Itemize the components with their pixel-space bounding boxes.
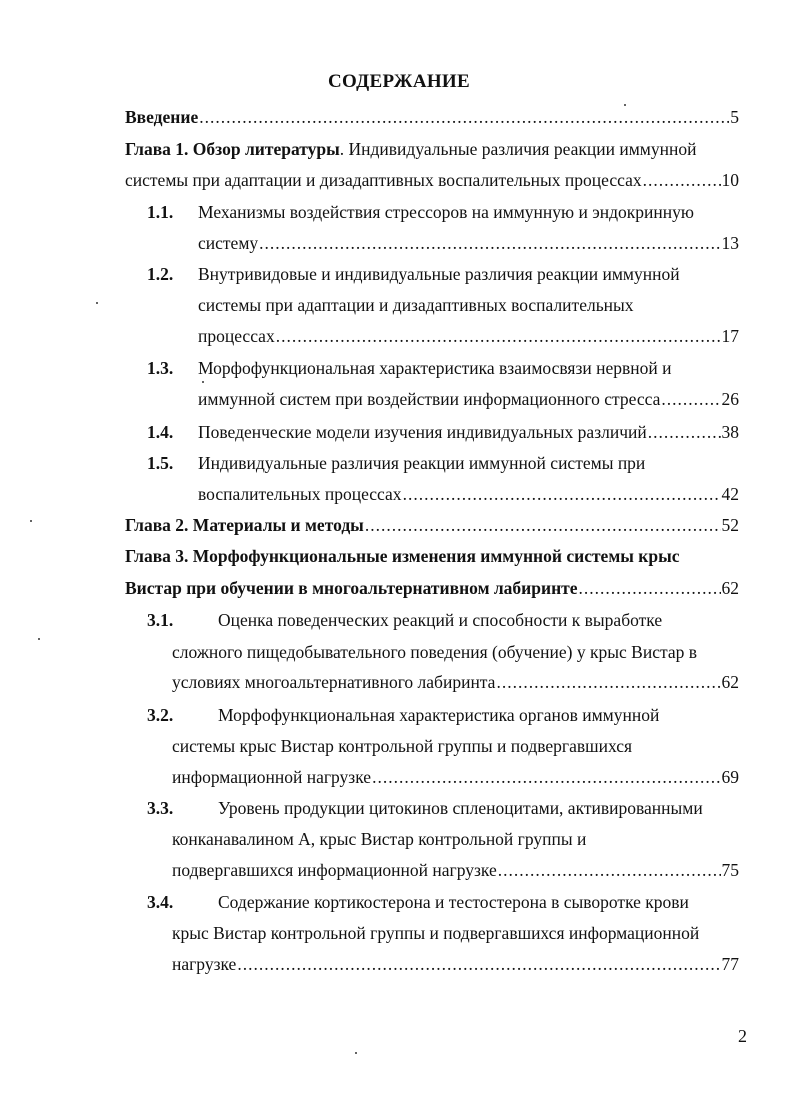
toc-page-number: 26: [721, 389, 739, 409]
toc-page-number: 77: [721, 954, 739, 974]
toc-entry-1-5: [198, 482, 739, 506]
scan-speck: [355, 1052, 357, 1054]
section-number: 3.3.: [147, 798, 174, 818]
toc-entry-label: Оценка поведенческих реакций и способности к выработке: [218, 610, 663, 630]
toc-page-number: 52: [721, 515, 739, 535]
toc-entry-chapter-2: [125, 513, 739, 537]
toc-entry-label: информационной нагрузке: [172, 767, 372, 787]
toc-entry-label: нагрузке: [172, 954, 237, 974]
toc-entry-chapter-3-cont: [125, 576, 739, 600]
section-number: 1.2.: [147, 264, 174, 284]
section-number: 1.1.: [147, 202, 174, 222]
toc-entry-label: Глава 2. Материалы и методы: [125, 515, 364, 535]
toc-entry-label: Введение: [125, 107, 199, 127]
toc-entry-label: Уровень продукции цитокинов спленоцитами, активированными: [218, 798, 703, 818]
scan-speck: [38, 638, 40, 640]
dot-leader: [199, 105, 729, 129]
toc-page-number: 38: [721, 422, 739, 442]
toc-page-number: 69: [721, 767, 739, 787]
dot-leader: [372, 765, 720, 789]
toc-entry-label: воспалительных процессах: [198, 484, 402, 504]
dot-leader: [403, 482, 721, 506]
toc-page-number: 42: [721, 484, 739, 504]
section-number: 3.2.: [147, 705, 174, 725]
toc-page-number: 13: [721, 233, 739, 253]
toc-entry-label: конканавалином А, крыс Вистар контрольной группы и: [172, 829, 587, 849]
toc-entry-label: процессах: [198, 326, 275, 346]
toc-entry-label: Вистар при обучении в многоальтернативном лабиринте: [125, 578, 578, 598]
dot-leader: [579, 576, 721, 600]
dot-leader: [498, 858, 721, 882]
toc-entry-intro: [125, 105, 739, 129]
dot-leader: [237, 952, 720, 976]
toc-entry-chapter-3: Глава 3. Морфофункциональные изменения иммунной системы крыс: [125, 546, 680, 566]
scan-speck: [96, 302, 98, 304]
scan-speck: [30, 520, 32, 522]
toc-entry-3-4: [172, 952, 739, 976]
chapter-subtitle: . Индивидуальные различия реакции иммунной: [339, 139, 697, 159]
toc-entry-label: подвергавшихся информационной нагрузке: [172, 860, 497, 880]
toc-entry-label: Морфофункциональная характеристика взаимосвязи нервной и: [198, 358, 672, 378]
toc-entry-3-2: [172, 765, 739, 789]
toc-entry-label: Механизмы воздействия стрессоров на иммунную и эндокринную: [198, 202, 694, 222]
toc-page-number: 62: [721, 578, 739, 598]
dot-leader: [259, 231, 720, 255]
dot-leader: [643, 168, 721, 192]
toc-entry-label: систему: [198, 233, 259, 253]
toc-entry-3-1: [172, 670, 739, 694]
toc-entry-label: сложного пищедобывательного поведения (обучение) у крыс Вистар в: [172, 642, 697, 662]
toc-entry-1-4: [198, 420, 739, 444]
toc-entry-label: Содержание кортикостерона и тестостерона в сыворотке крови: [218, 892, 689, 912]
toc-entry-label: условиях многоальтернативного лабиринта: [172, 672, 496, 692]
toc-entry-label: Поведенческие модели изучения индивидуальных различий: [198, 422, 647, 442]
toc-entry-label: системы при адаптации и дизадаптивных воспалительных: [198, 295, 634, 315]
toc-page-number: 75: [721, 860, 739, 880]
toc-entry-chapter-1-cont: [125, 168, 739, 192]
section-number: 1.3.: [147, 358, 174, 378]
dot-leader: [496, 670, 720, 694]
dot-leader: [648, 420, 721, 444]
scan-speck: [202, 381, 204, 383]
toc-entry-1-2: [198, 324, 739, 348]
toc-page-number: 17: [721, 326, 739, 346]
section-number: 1.5.: [147, 453, 174, 473]
toc-entry-label: крыс Вистар контрольной группы и подвергавшихся информационной: [172, 923, 700, 943]
toc-entry-label: системы крыс Вистар контрольной группы и подвергавшихся: [172, 736, 633, 756]
toc-entry-chapter-1: [125, 137, 696, 161]
dot-leader: [276, 324, 721, 348]
toc-entry-label: Внутривидовые и индивидуальные различия реакции иммунной: [198, 264, 680, 284]
toc-entry-3-3: [172, 858, 739, 882]
page-title: СОДЕРЖАНИЕ: [328, 71, 470, 92]
section-number: 1.4.: [147, 422, 174, 442]
toc-entry-1-3: [198, 387, 739, 411]
toc-entry-1-1: [198, 231, 739, 255]
toc-entry-label: Морфофункциональная характеристика органов иммунной: [218, 705, 660, 725]
section-number: 3.1.: [147, 610, 174, 630]
toc-page-number: 10: [721, 170, 739, 190]
page-number: 2: [738, 1026, 747, 1046]
toc-page-number: 5: [730, 107, 739, 127]
dot-leader: [365, 513, 721, 537]
toc-page-number: 62: [721, 672, 739, 692]
dot-leader: [661, 387, 720, 411]
scan-speck: [624, 104, 626, 106]
chapter-heading: Глава 1. Обзор литературы: [125, 139, 340, 159]
toc-entry-label: иммунной систем при воздействии информационного стресса: [198, 389, 661, 409]
toc-entry-label: Индивидуальные различия реакции иммунной системы при: [198, 453, 646, 473]
section-number: 3.4.: [147, 892, 174, 912]
toc-entry-label: системы при адаптации и дизадаптивных воспалительных процессах: [125, 170, 642, 190]
